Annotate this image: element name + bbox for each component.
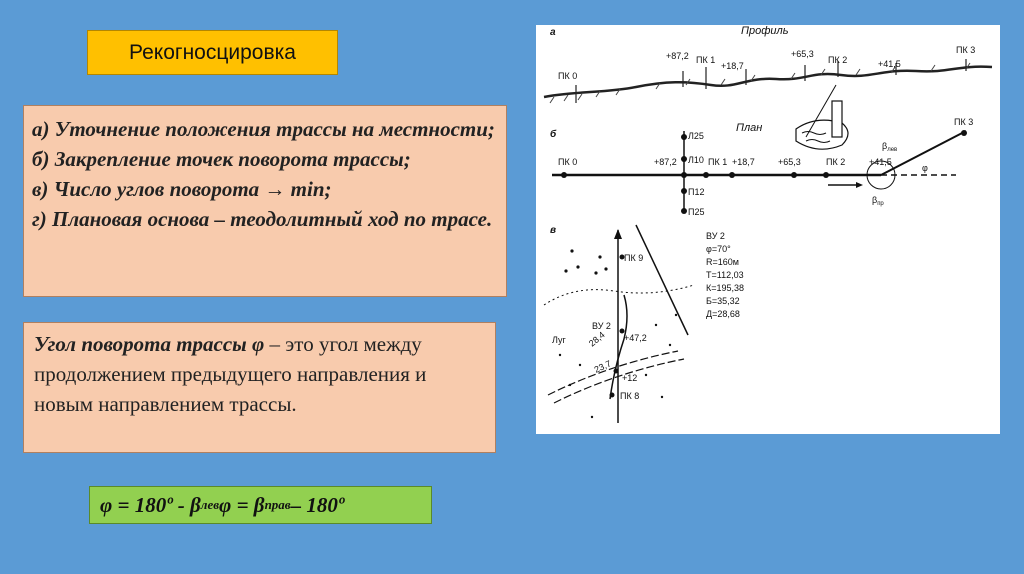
profile-label: +87,2: [666, 51, 689, 61]
curve-param: R=160м: [706, 257, 739, 267]
direction-arrowhead: [856, 182, 863, 188]
plan-label: +41,5: [869, 157, 892, 167]
curve-param: Д=28,68: [706, 309, 740, 319]
beta-symbol: β: [872, 195, 878, 205]
plan-label: Л25: [688, 131, 704, 141]
plan-label: ПК 0: [558, 157, 578, 167]
task-item: в) Число углов поворота → min;: [32, 177, 332, 201]
task-item: б) Закрепление точек поворота трассы;: [32, 147, 411, 171]
profile-stakes: [576, 59, 966, 103]
formula-subscript: лев: [200, 497, 220, 512]
north-arrow-head: [614, 229, 622, 239]
profile-label: ПК 0: [558, 71, 578, 81]
profile-label: ПК 2: [828, 55, 848, 65]
curve-label: ВУ 2: [592, 321, 611, 331]
ground-hatch: [550, 63, 970, 103]
beta-subscript: пр: [877, 201, 884, 207]
plan-label: ПК 3: [954, 117, 974, 127]
curve-label: 28,4: [586, 329, 607, 349]
beta-left-label: [882, 141, 897, 153]
stake-post: [832, 101, 842, 137]
plan-stations: [561, 130, 967, 214]
plan-label: П25: [688, 207, 705, 217]
panel-a-title: Профиль: [741, 25, 789, 37]
plan-label: ПК 1: [708, 157, 728, 167]
beta-subscript: лев: [887, 147, 898, 153]
formula-part: – 180º: [290, 492, 345, 517]
curve-param: Б=35,32: [706, 296, 740, 306]
plan-label: ПК 2: [826, 157, 846, 167]
route-diagram-svg: [536, 25, 1000, 434]
definition-term: Угол поворота трассы φ: [34, 332, 265, 356]
curve-param: К=195,38: [706, 283, 745, 293]
panel-a-letter: а: [550, 27, 556, 38]
curve-label: Луг: [552, 335, 566, 345]
definition-box: [23, 322, 496, 453]
profile-label: ПК 3: [956, 45, 976, 55]
slide-title: Рекогносцировка: [87, 30, 338, 75]
angle-phi-label: φ: [922, 163, 928, 173]
formula-subscript: прав: [264, 497, 291, 512]
formula-box: [89, 486, 432, 524]
beta-symbol: β: [882, 141, 888, 151]
profile-label: ПК 1: [696, 55, 716, 65]
tasks-list: [23, 105, 507, 297]
plan-label: Л10: [688, 155, 704, 165]
profile-label: +65,3: [791, 49, 814, 59]
plan-label: +18,7: [732, 157, 755, 167]
plan-label: +87,2: [654, 157, 677, 167]
meadow-boundary: [544, 285, 694, 305]
curve-label: +47,2: [624, 333, 647, 343]
road-line: [548, 351, 684, 403]
formula-part: φ = β: [219, 492, 265, 517]
ground-profile-line: [544, 67, 992, 97]
panel-v-letter: в: [550, 225, 557, 236]
definition-text: – это угол между продолжением предыдущего направления и новым направлением трассы.: [34, 332, 427, 416]
curve-param: φ=70°: [706, 244, 731, 254]
curve-label: +12: [622, 373, 638, 383]
curve-label: ПК 8: [620, 391, 640, 401]
curve-label: 23,7: [592, 358, 613, 375]
panel-b-letter: б: [550, 129, 557, 140]
plan-label: П12: [688, 187, 705, 197]
formula-part: φ = 180º - β: [100, 492, 201, 517]
curve-param: ВУ 2: [706, 231, 725, 241]
beta-right-label: [872, 195, 884, 207]
route-tangent-line: [636, 225, 688, 335]
panel-b-title: План: [736, 122, 763, 134]
profile-label: +18,7: [721, 61, 744, 71]
task-item: г) Плановая основа – теодолитный ход по трасе.: [32, 207, 493, 231]
plan-label: +65,3: [778, 157, 801, 167]
profile-label: +41,5: [878, 59, 901, 69]
route-figure: [536, 25, 1000, 434]
curve-param: T=112,03: [706, 270, 744, 280]
task-item: а) Уточнение положения трассы на местности;: [32, 117, 495, 141]
curve-label: ПК 9: [624, 253, 644, 263]
